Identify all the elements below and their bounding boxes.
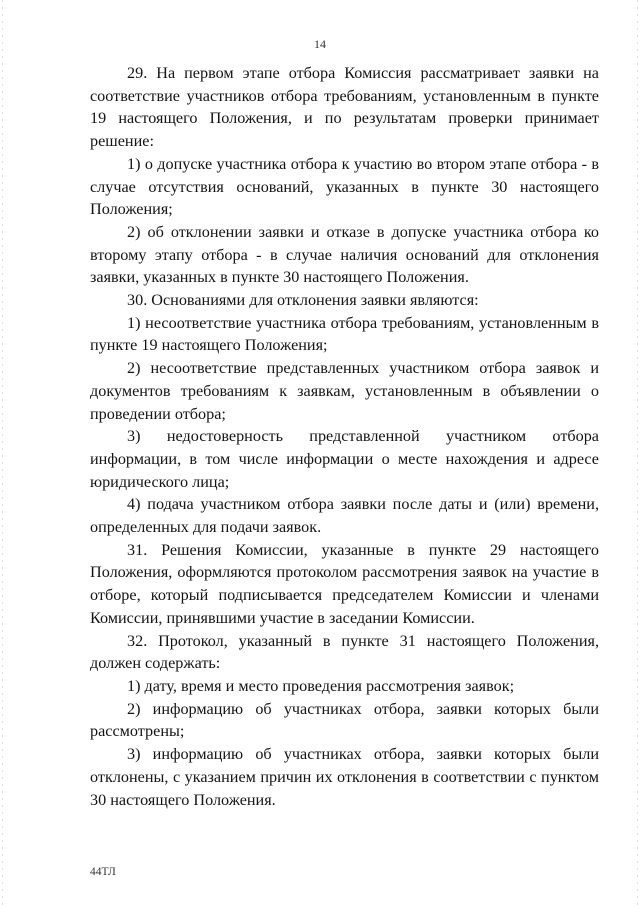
paragraph: 31. Решения Комиссии, указанные в пункте 29 настоящего Положения, оформляются протоколом рассмотрения заявок на участие в отборе, который подписывается председателем Комиссии и членами Комиссии, принявшими участие в заседании Комиссии. — [90, 540, 599, 627]
paragraph: 1) дату, время и место проведения рассмотрения заявок; — [127, 676, 515, 695]
paragraph: 2) информацию об участниках отбора, заявки которых были рассмотрены; — [90, 699, 599, 741]
page-number: 14 — [314, 37, 326, 51]
paragraph: 3) недостоверность представленной участником отбора информации, в том числе информации о месте нахождения и адресе юридического лица; — [90, 427, 599, 491]
paragraph: 4) подача участником отбора заявки после даты и (или) времени, определенных для подачи заявок. — [90, 495, 599, 537]
paragraph: 29. На первом этапе отбора Комиссия рассматривает заявки на соответствие участников отбора требованиям, установленным в пункте 19 настоящего Положения, и по результатам проверки принимает решение: — [90, 64, 599, 151]
paragraph: 32. Протокол, указанный в пункте 31 настоящего Положения, должен содержать: — [90, 631, 599, 673]
paragraph: 1) несоответствие участника отбора требованиям, установленным в пункте 19 настоящего Положения; — [90, 313, 599, 355]
paragraph: 30. Основаниями для отклонения заявки являются: — [127, 291, 479, 310]
scan-edge-left — [2, 0, 3, 905]
paragraph: 3) информацию об участниках отбора, заявки которых были отклонены, с указанием причин их отклонения в соответствии с пунктом 30 настоящего Положения. — [90, 745, 599, 809]
document-body — [90, 62, 599, 811]
paragraph: 2) об отклонении заявки и отказе в допуске участника отбора ко второму этапу отбора - в случае наличия оснований для отклонения заявки, указанных в пункте 30 настоящего Положения. — [90, 222, 599, 287]
paragraph: 1) о допуске участника отбора к участию во втором этапе отбора - в случае отсутствия оснований, указанных в пункте 30 настоящего Положения; — [90, 154, 599, 219]
footer-code: 44ТЛ — [90, 866, 116, 878]
paragraph: 2) несоответствие представленных участником отбора заявок и документов требованиям к заявкам, установленным в объявлении о проведении отбора; — [90, 359, 599, 423]
scan-edge-right — [637, 0, 638, 905]
